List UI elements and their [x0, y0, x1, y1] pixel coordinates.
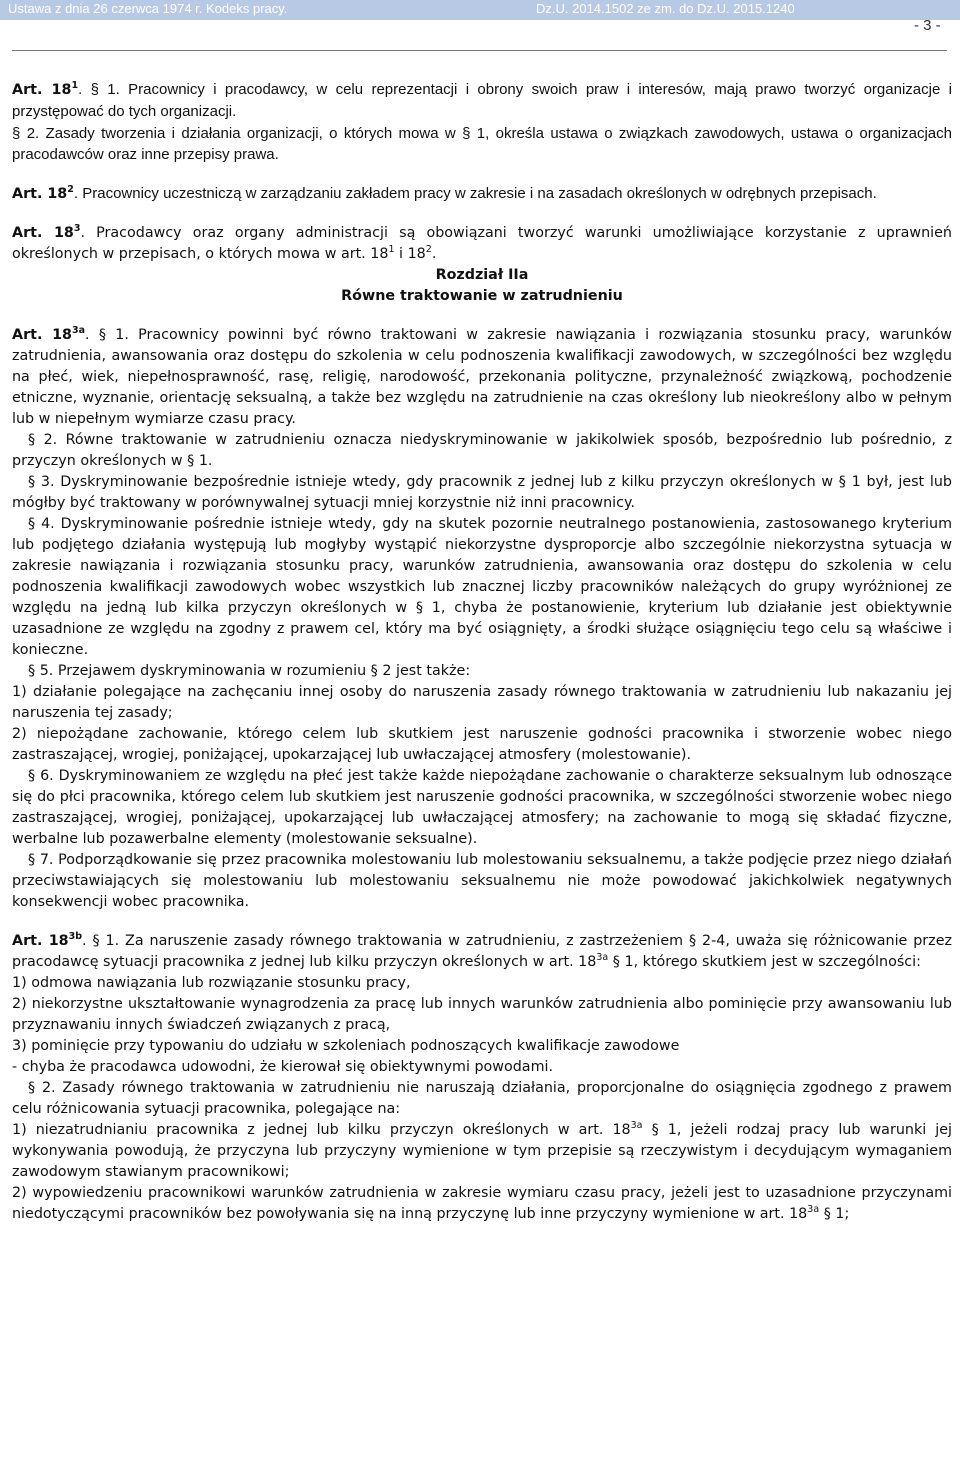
paragraph-text: . § 1. Pracownicy i pracodawcy, w celu reprezentacji i obrony swoich praw i interesów, mają prawo tworzyć organizacje i przystępować do tych organizacji.	[12, 81, 952, 120]
art-18-3b-par-1-tail: - chyba że pracodawca udowodni, że kierował się obiektywnymi powodami.	[12, 1059, 554, 1075]
art-18-3a-par-7: § 7. Podporządkowanie się przez pracownika molestowaniu lub molestowaniu seksualnemu, a także podjęcie przez niego działań przeciwstawiających się molestowaniu lub molestowaniu seksualnemu nie może powodować jakichkolwiek negatywnych konsekwencji wobec pracownika.	[12, 852, 952, 910]
paragraph-text: . § 1. Pracownicy powinni być równo traktowani w zakresie nawiązania i rozwiązania stosunku pracy, warunków zatrudnienia, awansowania oraz dostępu do szkolenia w celu podnoszenia kwalifikacji zawodowych, w szczególności bez względu na płeć, wiek, niepełnosprawność, rasę, religię, narodowość, przekonania polityczne, przynależność związkową, pochodzenie etniczne, wyznanie, orientację seksualną, a także bez względu na zatrudnienie na czas określony lub nieokreślony albo w pełnym lub w niepełnym wymiarze czasu pracy.	[12, 327, 953, 427]
art-18-3a-par-6: § 6. Dyskryminowaniem ze względu na płeć jest także każde niepożądane zachowanie o charakterze seksualnym lub odnoszące się do płci pracownika, którego celem lub skutkiem jest naruszenie godności pracownika, w szczególności stworzenie wobec niego zastraszającej, wrogiej, poniżającej, upokarzającej lub uwłaczającej atmosfery; na zachowanie to mogą się składać fizyczne, werbalne lub pozawerbalne elementy (molestowanie seksualne).	[12, 768, 952, 847]
paragraph-text: . § 1. Za naruszenie zasady równego traktowania w zatrudnieniu, z zastrzeżeniem § 2-4, uważa się różnicowanie przez pracodawcę sytuacji pracownika z jednej lub kilku przyczyn określonych w art. 18	[12, 933, 952, 970]
art-18-3b-par-1-point-2: 2) niekorzystne ukształtowanie wynagrodzenia za pracę lub innych warunków zatrudnienia albo pominięcie przy awansowaniu lub przyznawaniu innych świadczeń związanych z pracą,	[12, 996, 952, 1033]
article-label: Art. $18^{3b}$	[12, 931, 83, 949]
chapter-number: Rozdział IIa	[435, 267, 529, 283]
document-body	[12, 79, 952, 1225]
page-number: - 3 -	[914, 17, 941, 34]
art-18-3a-par-2: § 2. Równe traktowanie w zatrudnieniu oznacza niedyskryminowanie w jakikolwiek sposób, bezpośrednio lub pośrednio, z przyczyn określonych w § 1.	[12, 432, 952, 469]
art-18-3: Art. $18^3$. Pracodawcy oraz organy administracji są obowiązani tworzyć warunki umożliwiające korzystanie z uprawnień określonych w przepisach, o których mowa w art. $18^1$ i $18^2$.	[12, 223, 952, 262]
art-18-3b-par-1: Art. $18^{3b}$. § 1. Za naruszenie zasady równego traktowania w zatrudnieniu, z zastrzeżeniem § 2-4, uważa się różnicowanie przez pracodawcę sytuacji pracownika z jednej lub kilku przyczyn określonych w art. $18^{3a}$ § 1, którego skutkiem jest w szczególności:	[12, 931, 952, 970]
art-18-3a-par-5-point-1: 1) działanie polegające na zachęcaniu innej osoby do naruszenia zasady równego traktowania w zatrudnieniu lub nakazaniu jej naruszenia tej zasady;	[12, 684, 952, 721]
article-label: Art. $18^2$	[12, 184, 74, 202]
document-header-bar	[0, 0, 960, 20]
art-18-3a-par-1	[12, 325, 952, 430]
header-divider	[12, 50, 947, 51]
art-18-1	[12, 79, 952, 123]
art-18-3b-par-1-point-3: 3) pominięcie przy typowaniu do udziału w szkoleniach podnoszących kwalifikacje zawodowe	[12, 1038, 680, 1054]
article-label: Art. $18^1$	[12, 80, 79, 98]
art-18-2	[12, 183, 952, 205]
art-18-3b-par-2-point-2: 2) wypowiedzeniu pracownikowi warunków zatrudnienia w zakresie wymiaru czasu pracy, jeżeli jest to uzasadnione przyczynami niedotyczącymi pracowników bez powoływania się na inną przyczynę lub inne przyczyny wymienione w art. $18^{3a}$ § 1;	[12, 1185, 952, 1222]
art-18-3a-par-5: § 5. Przejawem dyskryminowania w rozumieniu § 2 jest także:	[28, 663, 471, 679]
paragraph-text: . Pracodawcy oraz organy administracji są obowiązani tworzyć warunki umożliwiające korzystanie z uprawnień określonych w przepisach, o których mowa w art. 18	[12, 225, 952, 262]
header-act-title: Ustawa z dnia 26 czerwca 1974 r. Kodeks pracy.	[8, 1, 288, 16]
article-label: Art. $18^3$	[12, 223, 81, 241]
art-18-3b-par-1-point-1: 1) odmowa nawiązania lub rozwiązanie stosunku pracy,	[12, 975, 411, 991]
art-18-3b-par-2: § 2. Zasady równego traktowania w zatrudnieniu nie naruszają działania, proporcjonalne do osiągnięcia zgodnego z prawem celu różnicowania sytuacji pracownika, polegające na:	[12, 1080, 952, 1117]
art-18-3b-par-2-point-1: 1) niezatrudnianiu pracownika z jednej lub kilku przyczyn określonych w art. $18^{3a}$ § 1, jeżeli rodzaj pracy lub warunki jej wykonywania powodują, że przyczyna lub przyczyny wymienione w tym przepisie są rzeczywistym i decydującym wymaganiem zawodowym stawianym pracownikowi;	[12, 1120, 952, 1180]
header-journal-reference: Dz.U. 2014.1502 ze zm. do Dz.U. 2015.1240	[536, 1, 795, 16]
chapter-title: Równe traktowanie w zatrudnieniu	[341, 288, 623, 304]
paragraph-text: . Pracownicy uczestniczą w zarządzaniu zakładem pracy w zakresie i na zasadach określonych w odrębnych przepisach.	[73, 185, 877, 202]
art-18-3a-par-3: § 3. Dyskryminowanie bezpośrednie istnieje wtedy, gdy pracownik z jednej lub z kilku przyczyn określonych w § 1 był, jest lub mógłby być traktowany w porównywalnej sytuacji mniej korzystnie niż inni pracownicy.	[12, 474, 952, 511]
art-18-3a-par-4: § 4. Dyskryminowanie pośrednie istnieje wtedy, gdy na skutek pozornie neutralnego postanowienia, zastosowanego kryterium lub podjętego działania występują lub mogłyby wystąpić niekorzystne dysproporcje albo szczególnie niekorzystna sytuacja w zakresie nawiązania i rozwiązania stosunku pracy, warunków zatrudnienia, awansowania oraz dostępu do szkolenia w celu podnoszenia kwalifikacji zawodowych wobec wszystkich lub znacznej liczby pracowników należących do grupy wyróżnionej ze względu na jedną lub kilka przyczyn określonych w § 1, chyba że postanowienie, kryterium lub działanie jest obiektywnie uzasadnione ze względu na zgodny z prawem cel, który ma być osiągnięty, a środki służące osiągnięciu tego celu są właściwe i konieczne.	[12, 516, 952, 658]
art-18-1-par-2: § 2. Zasady tworzenia i działania organizacji, o których mowa w § 1, określa ustawa o związkach zawodowych, ustawa o organizacjach pracodawców oraz inne przepisy prawa.	[12, 125, 952, 163]
article-label: Art. $18^{3a}$	[12, 325, 86, 343]
art-18-3a-par-5-point-2: 2) niepożądane zachowanie, którego celem lub skutkiem jest naruszenie godności pracownika i stworzenie wobec niego zastraszającej, wrogiej, poniżającej, upokarzającej lub uwłaczającej atmosfery (molestowanie).	[12, 726, 952, 763]
